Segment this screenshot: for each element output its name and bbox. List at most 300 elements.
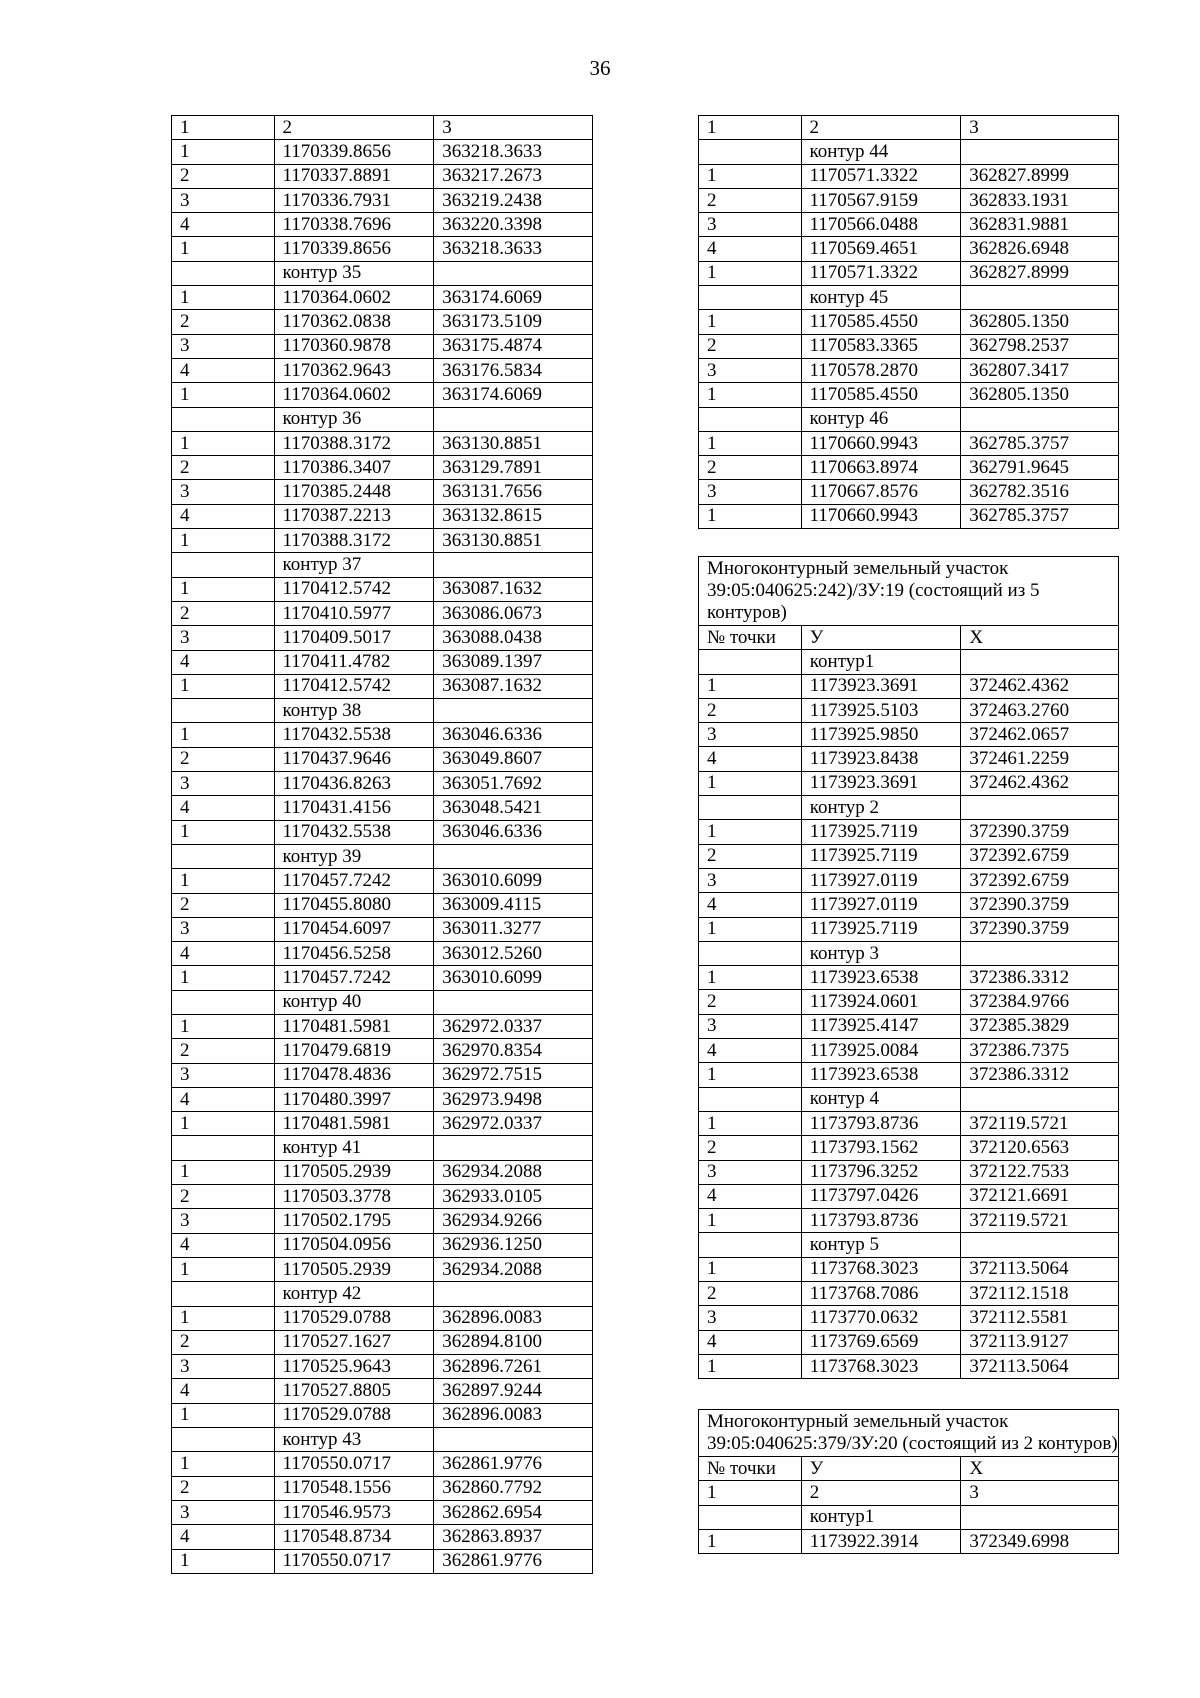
table-cell: 1 [699, 504, 802, 528]
table-cell: 362860.7792 [434, 1476, 593, 1500]
table-row [172, 286, 593, 310]
table-cell: 1 [172, 674, 275, 698]
table-row [699, 698, 1119, 722]
table-cell: 363132.8615 [434, 504, 593, 528]
table-cell: 2 [699, 990, 802, 1014]
table-cell: 1173925.4147 [801, 1014, 961, 1038]
table-row [172, 1379, 593, 1403]
table-row [699, 358, 1119, 382]
table-cell: контур1 [801, 650, 961, 674]
table-cell: 1170578.2870 [801, 358, 961, 382]
table-row [172, 1452, 593, 1476]
table-cell: 363049.8607 [434, 747, 593, 771]
table-cell: 1 [172, 577, 275, 601]
table-cell: 363009.4115 [434, 893, 593, 917]
table-cell: Х [961, 626, 1119, 650]
table-row [699, 334, 1119, 358]
table-cell: 372119.5721 [961, 1209, 1119, 1233]
table-cell: контур 46 [801, 407, 961, 431]
table-cell: 1170525.9643 [274, 1355, 434, 1379]
table-cell: 1170432.5538 [274, 820, 434, 844]
table-cell [434, 407, 593, 431]
table-cell: 4 [699, 893, 802, 917]
table-cell: 372462.0657 [961, 723, 1119, 747]
table-cell: 1170567.9159 [801, 188, 961, 212]
table-row [699, 747, 1119, 771]
table-cell: 1173925.9850 [801, 723, 961, 747]
table-row [172, 504, 593, 528]
table-cell: 362827.8999 [961, 164, 1119, 188]
table-cell: 372386.3312 [961, 966, 1119, 990]
table-cell: 363217.2673 [434, 164, 593, 188]
table-cell: 1173925.0084 [801, 1039, 961, 1063]
table-cell: 362831.9881 [961, 213, 1119, 237]
table-cell [172, 844, 275, 868]
table-cell: 2 [172, 747, 275, 771]
table-cell: 1170571.3322 [801, 261, 961, 285]
table-cell: 362862.6954 [434, 1500, 593, 1524]
table-cell: 1173793.8736 [801, 1111, 961, 1135]
table-cell: 3 [699, 868, 802, 892]
table-row [172, 1525, 593, 1549]
table-cell: 1170338.7696 [274, 213, 434, 237]
table-cell: 1170431.4156 [274, 796, 434, 820]
table-cell: 1173797.0426 [801, 1184, 961, 1208]
table-cell: 372119.5721 [961, 1111, 1119, 1135]
table-cell: 1 [699, 1257, 802, 1281]
table-row [172, 213, 593, 237]
table-cell: 1 [699, 917, 802, 941]
table-cell: 1170529.0788 [274, 1403, 434, 1427]
table-cell: 1 [172, 1403, 275, 1427]
table-cell: 1170667.8576 [801, 480, 961, 504]
table-cell: 1170386.3407 [274, 456, 434, 480]
table-cell: 1 [172, 1306, 275, 1330]
table-cell: 1 [172, 1257, 275, 1281]
table-cell: 362782.3516 [961, 480, 1119, 504]
table-cell: контур 39 [274, 844, 434, 868]
table-cell: 363088.0438 [434, 626, 593, 650]
table-cell [961, 407, 1119, 431]
table-cell [172, 1282, 275, 1306]
table-cell: 363046.6336 [434, 820, 593, 844]
table-cell: 3 [699, 213, 802, 237]
table-cell: 1170550.0717 [274, 1549, 434, 1573]
table-cell: 3 [172, 188, 275, 212]
table-row [172, 1355, 593, 1379]
table-row [172, 1209, 593, 1233]
table-cell: контур 43 [274, 1428, 434, 1452]
table-cell: 2 [172, 1185, 275, 1209]
table-cell: 1 [699, 261, 802, 285]
table-cell: 1 [699, 1354, 802, 1378]
table-cell: 1170550.0717 [274, 1452, 434, 1476]
table-cell: 363175.4874 [434, 334, 593, 358]
table-row [172, 723, 593, 747]
table-row [172, 1014, 593, 1038]
table-cell: 3 [699, 1160, 802, 1184]
table-cell [434, 1282, 593, 1306]
table-row [172, 699, 593, 723]
table-cell: 1170571.3322 [801, 164, 961, 188]
table-cell: 1 [172, 1112, 275, 1136]
table-cell: 1173796.3252 [801, 1160, 961, 1184]
table-cell: 1170339.8656 [274, 140, 434, 164]
table-cell: 1 [172, 116, 275, 140]
table-cell: 1173923.8438 [801, 747, 961, 771]
table-cell: 362861.9776 [434, 1549, 593, 1573]
table-cell: 363130.8851 [434, 431, 593, 455]
table-row [699, 771, 1119, 795]
table-cell: 363218.3633 [434, 140, 593, 164]
table-row [172, 869, 593, 893]
table-cell: 3 [434, 116, 593, 140]
table-cell: 4 [699, 747, 802, 771]
table-cell: 1170432.5538 [274, 723, 434, 747]
table-cell: 1170478.4836 [274, 1063, 434, 1087]
table-cell: 2 [699, 1282, 802, 1306]
table-cell: 362827.8999 [961, 261, 1119, 285]
table-row [699, 1481, 1119, 1505]
table-cell: 1170410.5977 [274, 601, 434, 625]
table-row [172, 601, 593, 625]
table-row [699, 261, 1119, 285]
table-cell: контур 44 [801, 140, 961, 164]
table-cell: 1170505.2939 [274, 1257, 434, 1281]
table-cell: 3 [961, 116, 1119, 140]
table-cell: 1 [172, 1452, 275, 1476]
table-cell: 1170388.3172 [274, 431, 434, 455]
table-cell: 1 [172, 966, 275, 990]
table-cell: 1170480.3997 [274, 1087, 434, 1111]
table-row [699, 1529, 1119, 1553]
table-row [172, 383, 593, 407]
table-row [172, 480, 593, 504]
table-row [699, 650, 1119, 674]
table-row [699, 1087, 1119, 1111]
table-row [172, 1282, 593, 1306]
table-cell: 372122.7533 [961, 1160, 1119, 1184]
table-cell: 4 [172, 796, 275, 820]
table-cell: 1170339.8656 [274, 237, 434, 261]
table-cell: 1170412.5742 [274, 674, 434, 698]
table-cell: 362805.1350 [961, 310, 1119, 334]
table-cell: 1170585.4550 [801, 310, 961, 334]
table-cell: 1170548.8734 [274, 1525, 434, 1549]
table-cell [172, 553, 275, 577]
table-cell: 362861.9776 [434, 1452, 593, 1476]
table-row [699, 1209, 1119, 1233]
table-cell: 1173793.1562 [801, 1136, 961, 1160]
table-cell: 372349.6998 [961, 1529, 1119, 1553]
table-cell: 362785.3757 [961, 504, 1119, 528]
table-cell: 363219.2438 [434, 188, 593, 212]
table-cell: 372462.4362 [961, 771, 1119, 795]
table-cell: № точки [699, 1457, 802, 1481]
table-row [172, 188, 593, 212]
table-cell [699, 286, 802, 310]
table-row [699, 1505, 1119, 1529]
table-cell: 4 [172, 1525, 275, 1549]
table-cell: 2 [801, 1481, 961, 1505]
table-cell: 1170387.2213 [274, 504, 434, 528]
table-row [699, 237, 1119, 261]
table-row [172, 553, 593, 577]
table-cell: 1170456.5258 [274, 942, 434, 966]
table-cell [699, 941, 802, 965]
table-cell: 1173927.0119 [801, 868, 961, 892]
table-row [172, 1063, 593, 1087]
table-cell: 1170337.8891 [274, 164, 434, 188]
table-cell: 4 [172, 1087, 275, 1111]
table-row [172, 747, 593, 771]
table-cell: 1170503.3778 [274, 1185, 434, 1209]
table-cell [699, 407, 802, 431]
table-header-row [699, 557, 1119, 626]
table-row [699, 1233, 1119, 1257]
table-row [172, 917, 593, 941]
table-cell: контур 37 [274, 553, 434, 577]
table-row [172, 456, 593, 480]
table-cell: 1 [699, 1063, 802, 1087]
table-cell: 1 [172, 529, 275, 553]
table-cell: 2 [699, 188, 802, 212]
page-number: 36 [589, 56, 611, 80]
table-cell: 1173927.0119 [801, 893, 961, 917]
table-cell: 363131.7656 [434, 480, 593, 504]
table-row [172, 407, 593, 431]
table-row [699, 941, 1119, 965]
table-cell [961, 1233, 1119, 1257]
table-cell: 1 [699, 966, 802, 990]
table-row [172, 1549, 593, 1573]
table-cell: 372120.6563 [961, 1136, 1119, 1160]
table-row [699, 917, 1119, 941]
table-cell: 1173923.3691 [801, 771, 961, 795]
table-row [699, 383, 1119, 407]
table-row [699, 1160, 1119, 1184]
table-cell [961, 941, 1119, 965]
table-cell: 3 [172, 1209, 275, 1233]
table-cell: 4 [699, 237, 802, 261]
table-cell: 372390.3759 [961, 893, 1119, 917]
table-cell: 362826.6948 [961, 237, 1119, 261]
table-cell: 1170364.0602 [274, 286, 434, 310]
table-cell: 1 [699, 164, 802, 188]
table-cell: 363174.6069 [434, 286, 593, 310]
table-cell: 372392.6759 [961, 868, 1119, 892]
table-cell [699, 1233, 802, 1257]
table-cell: 2 [172, 1330, 275, 1354]
table-row [172, 1403, 593, 1427]
table-row [699, 504, 1119, 528]
table-row [172, 1306, 593, 1330]
table-cell: 363173.5109 [434, 310, 593, 334]
table-row [699, 990, 1119, 1014]
table-cell: 1 [172, 820, 275, 844]
table-cell [699, 796, 802, 820]
table-row [699, 213, 1119, 237]
table-row [172, 140, 593, 164]
table-cell: 1170660.9943 [801, 504, 961, 528]
table-row [699, 1063, 1119, 1087]
table-cell: 1173925.7119 [801, 917, 961, 941]
table-cell: 363086.0673 [434, 601, 593, 625]
table-cell: 1 [699, 1111, 802, 1135]
coordinates-table-zu19 [698, 556, 1119, 1379]
table-cell: 1170569.4651 [801, 237, 961, 261]
table-row [699, 1136, 1119, 1160]
table-cell: 363087.1632 [434, 577, 593, 601]
table-row [699, 966, 1119, 990]
table-row [172, 1428, 593, 1452]
table-cell: 1 [699, 310, 802, 334]
table-cell: 363129.7891 [434, 456, 593, 480]
table-cell: 362798.2537 [961, 334, 1119, 358]
table-cell: 2 [699, 1136, 802, 1160]
table-row [699, 188, 1119, 212]
table-cell: 1 [699, 116, 802, 140]
table-cell: 1170660.9943 [801, 431, 961, 455]
table-cell: 1170457.7242 [274, 869, 434, 893]
table-cell: 362863.8937 [434, 1525, 593, 1549]
table-cell: 2 [172, 1476, 275, 1500]
table-cell: контур 3 [801, 941, 961, 965]
coordinates-table-left [171, 115, 593, 1574]
table-cell: 1170583.3365 [801, 334, 961, 358]
table-cell: 362972.0337 [434, 1112, 593, 1136]
table-cell: 372390.3759 [961, 917, 1119, 941]
table-row [699, 310, 1119, 334]
table-cell: 372113.5064 [961, 1354, 1119, 1378]
table-cell: 3 [961, 1481, 1119, 1505]
table-cell: 362972.7515 [434, 1063, 593, 1087]
table-header-row [699, 1410, 1119, 1457]
table-cell: 363051.7692 [434, 772, 593, 796]
table-row [172, 1087, 593, 1111]
table-cell: 4 [172, 358, 275, 382]
table-cell: 4 [172, 1233, 275, 1257]
table-cell: 1170385.2448 [274, 480, 434, 504]
table-cell: 1173793.8736 [801, 1209, 961, 1233]
table-cell: 1 [172, 140, 275, 164]
table-cell: 362934.9266 [434, 1209, 593, 1233]
table-cell: 1 [699, 1209, 802, 1233]
table-row [172, 1476, 593, 1500]
table-cell: 1170548.1556 [274, 1476, 434, 1500]
table-cell: 362933.0105 [434, 1185, 593, 1209]
table-cell: 1173922.3914 [801, 1529, 961, 1553]
table-cell: 372384.9766 [961, 990, 1119, 1014]
table-row [699, 286, 1119, 310]
table-cell: 1170364.0602 [274, 383, 434, 407]
table-cell: 1 [699, 1529, 802, 1553]
table-cell: 1170411.4782 [274, 650, 434, 674]
table-cell: контур 35 [274, 261, 434, 285]
table-cell: контур 42 [274, 1282, 434, 1306]
table-row [172, 942, 593, 966]
table-cell: контур 5 [801, 1233, 961, 1257]
table-cell: 372113.9127 [961, 1330, 1119, 1354]
table-cell: 1173925.7119 [801, 844, 961, 868]
table-cell [699, 650, 802, 674]
table-row [699, 674, 1119, 698]
table-cell [434, 1136, 593, 1160]
table-cell: 2 [699, 698, 802, 722]
table-cell: 1170437.9646 [274, 747, 434, 771]
table-cell: 1173768.3023 [801, 1354, 961, 1378]
table-row [699, 431, 1119, 455]
table-cell: контур 2 [801, 796, 961, 820]
table-cell: 362970.8354 [434, 1039, 593, 1063]
table-cell: 372463.2760 [961, 698, 1119, 722]
table-cell: 2 [172, 893, 275, 917]
table-row [699, 1330, 1119, 1354]
table-cell: 1170527.1627 [274, 1330, 434, 1354]
table-cell: 1170566.0488 [801, 213, 961, 237]
table-cell: 4 [172, 213, 275, 237]
table-cell [699, 1505, 802, 1529]
table-cell: 3 [172, 1500, 275, 1524]
table-cell [961, 650, 1119, 674]
table-row [172, 966, 593, 990]
table-row [172, 237, 593, 261]
table-row [699, 844, 1119, 868]
table-cell: 1170502.1795 [274, 1209, 434, 1233]
table-row [172, 893, 593, 917]
table-cell: 1173923.6538 [801, 966, 961, 990]
table-cell: 1170436.8263 [274, 772, 434, 796]
table-cell: 3 [172, 1355, 275, 1379]
table-title: Многоконтурный земельный участок 39:05:040625:379/ЗУ:20 (состоящий из 2 контуров) [699, 1410, 1119, 1457]
table-cell: 3 [172, 480, 275, 504]
table-cell: 363087.1632 [434, 674, 593, 698]
table-cell [961, 1505, 1119, 1529]
table-cell: 363011.3277 [434, 917, 593, 941]
table-cell: 362785.3757 [961, 431, 1119, 455]
table-row [172, 358, 593, 382]
table-cell: 1 [172, 431, 275, 455]
table-row [172, 1330, 593, 1354]
table-cell: Х [961, 1457, 1119, 1481]
table-cell: 1 [172, 869, 275, 893]
table-row [699, 1354, 1119, 1378]
table-cell: 363174.6069 [434, 383, 593, 407]
table-cell: 2 [699, 334, 802, 358]
table-cell: 1173923.3691 [801, 674, 961, 698]
table-cell: 1170481.5981 [274, 1014, 434, 1038]
table-cell: 363130.8851 [434, 529, 593, 553]
table-cell: 1170360.9878 [274, 334, 434, 358]
table-row [699, 626, 1119, 650]
table-cell: 1170663.8974 [801, 456, 961, 480]
table-row [699, 1457, 1119, 1481]
table-cell: 1170412.5742 [274, 577, 434, 601]
table-cell: 2 [172, 164, 275, 188]
table-cell: 1 [172, 1014, 275, 1038]
table-cell: 362934.2088 [434, 1257, 593, 1281]
table-cell: 372112.1518 [961, 1282, 1119, 1306]
table-row [699, 480, 1119, 504]
table-row [699, 1039, 1119, 1063]
table-cell: 372112.5581 [961, 1306, 1119, 1330]
table-cell [961, 140, 1119, 164]
table-cell: 362897.9244 [434, 1379, 593, 1403]
table-cell: У [801, 626, 961, 650]
table-cell: 363046.6336 [434, 723, 593, 747]
table-row [699, 164, 1119, 188]
table-cell: 363010.6099 [434, 869, 593, 893]
